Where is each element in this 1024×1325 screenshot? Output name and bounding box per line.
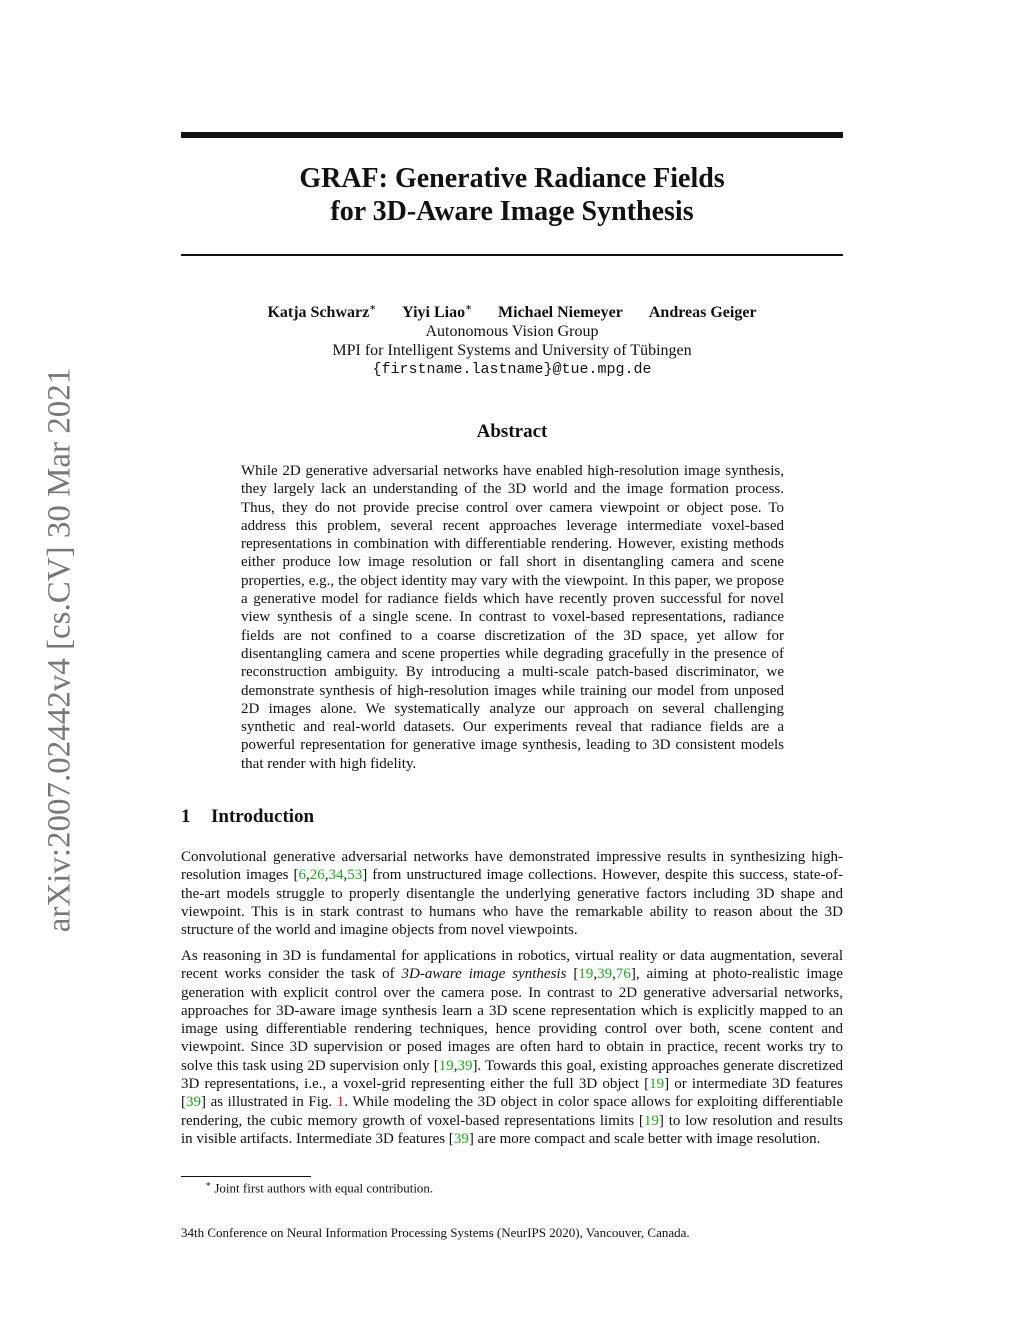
citation-link[interactable]: 53 [347,867,363,884]
citation-link[interactable]: 39 [453,1130,469,1147]
section-title: Introduction [211,806,315,827]
figure-link[interactable]: 1 [336,1094,345,1111]
abstract-heading: Abstract [476,421,548,442]
intro-paragraph-1: Convolutional generative adversarial networks have demonstrated impressive results in synthesizing high-resolution images [6,26,34,53] from unstructured image collections. However, despite this success, state-of-the-art models struggle to properly disentangle the underlying generative factors including 3D shape and viewpoint. This is in stark contrast to humans who have the remarkable ability to reason about the 3D structure of the world and imagine objects from novel viewpoints. [181,849,843,939]
intro-paragraph-2: As reasoning in 3D is fundamental for applications in robotics, virtual reality or data augmentation, several recent works consider the task of 3D-aware image synthesis [19,39,76], aiming at photo-realistic image generation with explicit control over the camera pose. In contrast to 2D generative adversarial networks, approaches for 3D-aware image synthesis learn a 3D scene representation which is explicitly mapped to an image using differentiable rendering techniques, hence providing control over both, scene content and viewpoint. Since 3D supervision or posed images are often hard to obtain in practice, recent works try to solve this task using 2D supervision only [19,39]. Towards this goal, existing approaches generate discretized 3D representations, i.e., a voxel-grid representing either the full 3D object [19] or intermediate 3D features [39] as illustrated in Fig. 1. While modeling the 3D object in color space allows for exploiting differentiable rendering, the cubic memory growth of voxel-based representations limits [19] to low resolution and results in visible artifacts. Intermediate 3D features [39] are more compact and scale better with image resolution. [181,948,843,1147]
author-block [181,299,843,379]
citation-link[interactable]: 19 [649,1076,665,1093]
citation-link[interactable]: 39 [186,1094,201,1111]
title-line-1: GRAF: Generative Radiance Fields [299,163,725,194]
arxiv-stamp: arXiv:2007.02442v4 [cs.CV] 30 Mar 2021 [41,367,78,933]
emphasis: 3D-aware image synthesis [401,966,567,983]
title-line-2: for 3D-Aware Image Synthesis [330,196,694,227]
author-1: Katja Schwarz∗ [267,303,377,322]
author-2: Yiyi Liao∗ [402,303,473,322]
citation-link[interactable]: 26 [309,867,325,884]
affiliation-institute: MPI for Intelligent Systems and University of Tübingen [332,342,692,360]
footnote-rule [181,1176,311,1177]
footnote-mark: ∗ [205,1179,212,1189]
venue-line: 34th Conference on Neural Information Processing Systems (NeurIPS 2020), Vancouver, Canada. [181,1225,690,1240]
author-3: Michael Niemeyer [498,304,623,322]
abstract-text: While 2D generative adversarial networks have enabled high-resolution image synthesis, they largely lack an understanding of the 3D world and the image formation process. Thus, they do not provide precise control over camera viewpoint or object pose. To address this problem, several recent approaches leverage intermediate voxel-based representations in combination with differentiable rendering. However, existing methods either produce low image resolution or fall short in disentangling camera and scene properties, e.g., the object identity may vary with the viewpoint. In this paper, we propose a generative model for radiance fields which have recently proven successful for novel view synthesis of a single scene. In contrast to voxel-based representations, radiance fields are not confined to a coarse discretization of the 3D space, yet allow for disentangling camera and scene properties while degrading gracefully in the presence of reconstruction ambiguity. By introducing a multi-scale patch-based discriminator, we demonstrate synthesis of high-resolution images while training our model from unposed 2D images alone. We systematically analyze our approach on several challenging synthetic and real-world datasets. Our experiments reveal that radiance fields are a powerful representation for generative image synthesis, leading to 3D consistent models that render with high fidelity. [241,463,784,772]
title-rule-bottom [181,254,843,256]
title-rule-top [181,132,843,138]
section-heading-introduction [181,806,314,828]
author-names [181,299,843,322]
footnote-text: Joint first authors with equal contribution. [214,1180,434,1196]
citation-link[interactable]: 34 [328,867,344,884]
citation-link[interactable]: 39 [457,1057,473,1074]
citation-link[interactable]: 6 [298,867,307,884]
paper-title [181,162,843,228]
citation-link[interactable]: 19 [578,966,594,983]
citation-link[interactable]: 19 [438,1057,454,1074]
author-email: {firstname.lastname}@tue.mpg.de [372,361,652,379]
author-4: Andreas Geiger [648,304,757,322]
citation-link[interactable]: 39 [597,966,613,983]
footnote [205,1179,433,1196]
citation-link[interactable]: 76 [615,966,631,983]
affiliation-group: Autonomous Vision Group [425,323,599,341]
citation-link[interactable]: 19 [643,1112,659,1129]
section-number: 1 [181,806,191,827]
